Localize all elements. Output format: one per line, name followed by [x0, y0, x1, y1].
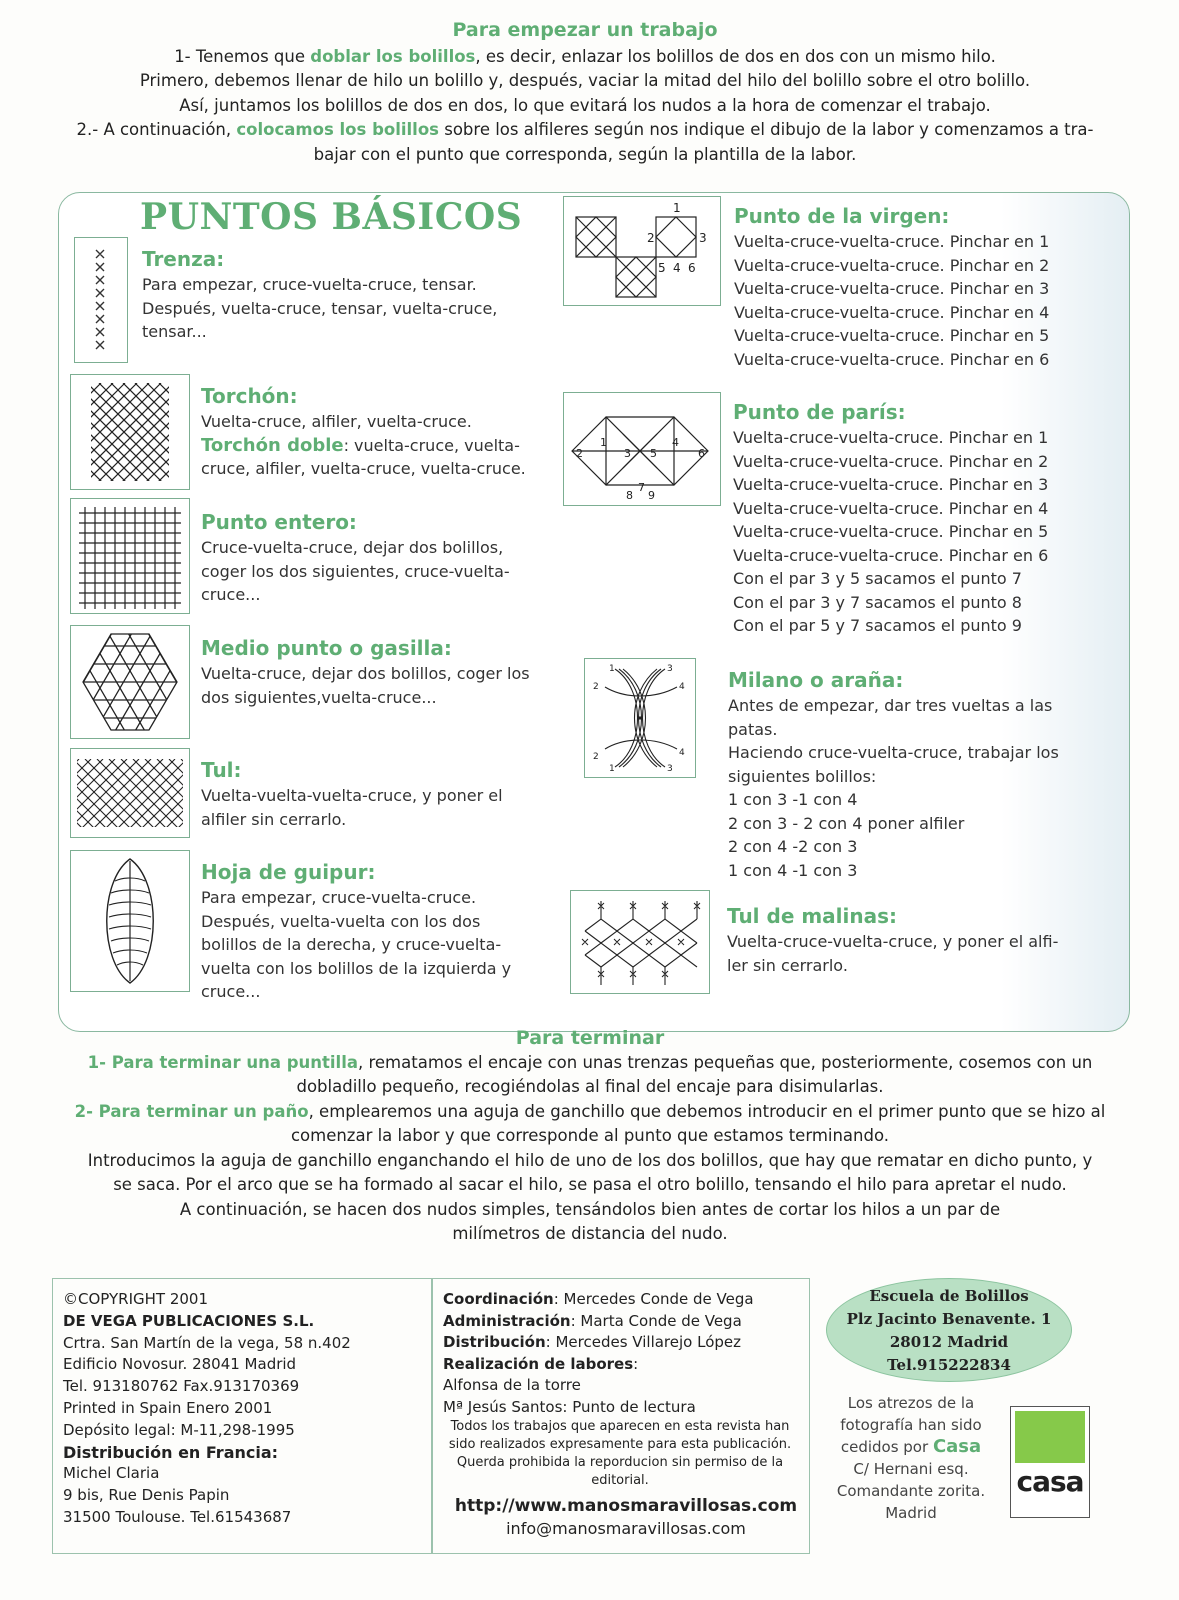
paris-block: [733, 398, 1078, 638]
intro-line-4a: 2.- A continuación,: [76, 120, 237, 139]
virgen-block: [734, 202, 1079, 371]
intro-line-1: [40, 45, 1130, 70]
malinas-text: Vuelta-cruce-vuelta-cruce, y poner el alfi-ler sin cerrarlo.: [727, 932, 1059, 975]
credits-left: [52, 1278, 432, 1554]
virgen-label-2: 2: [647, 231, 655, 245]
milano-line: Haciendo cruce-vuelta-cruce, trabajar los: [728, 743, 1059, 762]
trenza-block: [142, 245, 532, 344]
casa-brand: Casa: [932, 1436, 982, 1457]
tul-block: [201, 756, 536, 831]
milano-icon: [585, 659, 695, 777]
milano-line: 2 con 3 - 2 con 4 poner alfiler: [728, 813, 965, 833]
realization-2: Mª Jesús Santos: Punto de lectura: [443, 1397, 696, 1416]
casa-credit-text: cedidos por: [840, 1438, 933, 1456]
distribution-3: 31500 Toulouse. Tel.61543687: [63, 1507, 292, 1526]
milano-label-1b: 1: [609, 764, 615, 774]
paris-label-9: 9: [648, 489, 655, 502]
entero-diagram: [70, 498, 190, 614]
tul-diagram: [70, 748, 190, 838]
paris-line: Con el par 5 y 7 sacamos el punto 9: [733, 616, 1022, 635]
coordination-label: Coordinación: [443, 1290, 554, 1308]
trenza-diagram: [74, 237, 128, 363]
casa-credit-line: Los atrezos de la: [847, 1394, 975, 1412]
virgen-line: Vuelta-cruce-vuelta-cruce. Pinchar en 1: [734, 232, 1050, 251]
intro-line-4: [40, 118, 1130, 143]
ending-p2-heading: 2- Para terminar un paño: [74, 1101, 309, 1121]
paris-label-1: 1: [600, 436, 607, 449]
paris-label-7: 7: [638, 481, 645, 494]
publisher: DE VEGA PUBLICACIONES S.L.: [63, 1311, 315, 1330]
tul-icon: [71, 749, 189, 837]
hoja-icon: [71, 851, 189, 991]
ending-p3-line4: milímetros de distancia del nudo.: [452, 1224, 728, 1243]
ending-section: [40, 1026, 1140, 1247]
paris-line: Con el par 3 y 5 sacamos el punto 7: [733, 569, 1022, 588]
ending-p3-line1: Introducimos la aguja de ganchillo enganchando el hilo de uno de los dos bolillos, que hay que rematar en dicho punto, y: [87, 1150, 1093, 1170]
hoja-text: Para empezar, cruce-vuelta-cruce. Después, vuelta-vuelta con los dos bolillos de la derecha, y cruce-vuelta-vuelta con los bolillos de la izquierda y cruce...: [201, 888, 512, 1001]
rights-note: Todos los trabajos que aparecen en esta revista han sido realizados expresamente para esta publicación. Querda prohibida la reporducion sin permiso de la editorial.: [448, 1419, 792, 1488]
intro-section: [40, 18, 1130, 167]
school-badge: [826, 1278, 1072, 1382]
milano-line: 1 con 3 -1 con 4: [728, 790, 858, 809]
virgen-label-5: 5: [658, 261, 666, 275]
realization: [443, 1354, 809, 1376]
milano-label-3b: 3: [667, 764, 673, 774]
address-1: Crtra. San Martín de la vega, 58 n.402: [63, 1333, 351, 1352]
intro-line-1a: 1- Tenemos que: [174, 46, 311, 66]
paris-line: Vuelta-cruce-vuelta-cruce. Pinchar en 4: [733, 498, 1049, 518]
paris-title: Punto de parís:: [733, 400, 906, 424]
medio-diagram: [70, 625, 190, 739]
milano-line: 2 con 4 -2 con 3: [728, 837, 858, 856]
milano-block: [728, 666, 1073, 882]
milano-label-1: 1: [609, 664, 615, 674]
ending-p2-cont: comenzar la labor y que corresponde al punto que estamos terminando.: [290, 1126, 890, 1145]
trenza-text: Para empezar, cruce-vuelta-cruce, tensar. Después, vuelta-cruce, tensar, vuelta-cruce, tensar...: [142, 275, 498, 341]
casa-credit-line: Madrid: [885, 1504, 937, 1522]
ending-p2: [40, 1100, 1140, 1125]
legal-deposit: Depósito legal: M-11,298-1995: [63, 1420, 295, 1439]
torchon-diagram: [70, 374, 190, 490]
paris-label-2: 2: [576, 447, 583, 460]
casa-logo: [1010, 1406, 1090, 1518]
ending-p1-cont: dobladillo pequeño, recogiéndolas al final del encaje para disimularlas.: [296, 1077, 884, 1096]
entero-block: [201, 508, 536, 607]
realization-colon: :: [633, 1354, 639, 1373]
paris-label-4: 4: [672, 436, 679, 449]
coordination: [443, 1289, 809, 1311]
ending-p1: [40, 1051, 1140, 1076]
milano-line: 1 con 4 -1 con 3: [728, 860, 858, 880]
intro-highlight-1: doblar los bolillos: [310, 46, 476, 66]
school-phone: Tel.915222834: [887, 1356, 1011, 1374]
virgen-line: Vuelta-cruce-vuelta-cruce. Pinchar en 3: [734, 279, 1050, 298]
malinas-title: Tul de malinas:: [727, 904, 898, 928]
school-city: 28012 Madrid: [889, 1333, 1009, 1351]
administration: [443, 1311, 809, 1333]
trenza-title: Trenza:: [142, 247, 225, 271]
torchon-doble-text: : vuelta-cruce, vuelta-cruce, alfiler, vuelta-cruce, vuelta-cruce.: [201, 435, 526, 478]
realization-1: Alfonsa de la torre: [443, 1376, 581, 1394]
distribution-2: 9 bis, Rue Denis Papin: [63, 1486, 230, 1505]
torchon-text: Vuelta-cruce, alfiler, vuelta-cruce.: [201, 412, 472, 431]
ending-title: Para terminar: [515, 1027, 665, 1049]
torchon-title: Torchón:: [201, 384, 298, 408]
paris-label-3: 3: [624, 447, 631, 460]
credits-middle: [432, 1278, 810, 1554]
milano-label-3: 3: [667, 664, 673, 674]
medio-text: Vuelta-cruce, dejar dos bolillos, coger los dos siguientes,vuelta-cruce...: [201, 664, 530, 707]
paris-icon: [564, 393, 720, 505]
virgen-line: Vuelta-cruce-vuelta-cruce. Pinchar en 6: [734, 349, 1050, 369]
paris-label-5: 5: [650, 447, 657, 460]
milano-diagram: [584, 658, 696, 778]
intro-line-4c: sobre los alfileres según nos indique el dibujo de la labor y comenzamos a tra-: [439, 120, 1094, 139]
milano-line: siguientes bolillos:: [728, 766, 877, 786]
casa-credit-line: fotografía han sido: [840, 1416, 982, 1434]
school-address: Plz Jacinto Benavente. 1: [846, 1310, 1052, 1328]
medio-block: [201, 634, 536, 709]
casa-credit: [826, 1392, 996, 1524]
casa-credit-line: C/ Hernani esq.: [853, 1460, 969, 1478]
milano-line: patas.: [728, 719, 778, 739]
administration-label: Administración: [443, 1311, 571, 1330]
entero-text: Cruce-vuelta-cruce, dejar dos bolillos, coger los dos siguientes, cruce-vuelta-cruce...: [201, 538, 510, 604]
virgen-line: Vuelta-cruce-vuelta-cruce. Pinchar en 5: [734, 326, 1050, 345]
tul-title: Tul:: [201, 758, 242, 782]
printed: Printed in Spain Enero 2001: [63, 1398, 273, 1417]
intro-line-3: Así, juntamos los bolillos de dos en dos, lo que evitará los nudos a la hora de comenzar el trabajo.: [179, 95, 991, 115]
torchon-block: [201, 382, 546, 481]
virgen-diagram: [563, 196, 721, 306]
paris-line: Vuelta-cruce-vuelta-cruce. Pinchar en 3: [733, 475, 1049, 494]
intro-line-2: Primero, debemos llenar de hilo un bolillo y, después, vaciar la mitad del hilo del bolillo sobre el otro bolillo.: [139, 71, 1031, 90]
intro-line-5: bajar con el punto que corresponda, según la plantilla de la labor.: [313, 144, 857, 164]
malinas-icon: [571, 891, 709, 993]
hoja-title: Hoja de guipur:: [201, 860, 376, 884]
ending-p2-text: , emplearemos una aguja de ganchillo que debemos introducir en el primer punto que se hizo al: [308, 1101, 1106, 1121]
paris-line: Con el par 3 y 7 sacamos el punto 8: [733, 592, 1022, 612]
address-2: Edificio Novosur. 28041 Madrid: [63, 1355, 297, 1374]
medio-icon: [71, 626, 189, 738]
trenza-icon: [75, 238, 127, 362]
milano-title: Milano o araña:: [728, 668, 904, 692]
tul-text: Vuelta-vuelta-vuelta-cruce, y poner el alfiler sin cerrarlo.: [201, 786, 503, 829]
virgen-label-4: 4: [673, 261, 681, 275]
distribution-title: Distribución en Francia:: [63, 1442, 279, 1462]
medio-title: Medio punto o gasilla:: [201, 636, 452, 660]
distribution-1: Michel Claria: [63, 1464, 160, 1483]
phone: Tel. 913180762 Fax.913170369: [63, 1377, 300, 1396]
administration-value: : Marta Conde de Vega: [570, 1311, 742, 1330]
paris-line: Vuelta-cruce-vuelta-cruce. Pinchar en 2: [733, 451, 1049, 471]
ending-p3-line2: se saca. Por el arco que se ha formado al sacar el hilo, se pasa el otro bolillo, tensando el hilo para apretar el nudo.: [113, 1175, 1067, 1194]
milano-line: Antes de empezar, dar tres vueltas a las: [728, 696, 1053, 715]
malinas-block: [727, 902, 1072, 977]
paris-line: Vuelta-cruce-vuelta-cruce. Pinchar en 5: [733, 522, 1049, 541]
casa-credit-line: Comandante zorita.: [836, 1482, 986, 1500]
milano-label-4b: 4: [679, 748, 685, 758]
casa-logo-square: [1015, 1411, 1085, 1463]
virgen-label-3: 3: [699, 231, 707, 245]
school-name: Escuela de Bolillos: [869, 1287, 1029, 1305]
distribution: [443, 1332, 809, 1354]
panel-title: PUNTOS BÁSICOS: [140, 196, 523, 238]
entero-title: Punto entero:: [201, 510, 357, 534]
casa-credit-line: [826, 1436, 996, 1458]
hoja-diagram: [70, 850, 190, 992]
ending-p3-line3: A continuación, se hacen dos nudos simples, tensándolos bien antes de cortar los hilos a un par de: [179, 1199, 1001, 1219]
virgen-title: Punto de la virgen:: [734, 204, 950, 228]
paris-label-6: 6: [698, 447, 705, 460]
intro-title: Para empezar un trabajo: [452, 19, 718, 41]
torchon-doble-title: Torchón doble: [201, 434, 344, 456]
paris-line: Vuelta-cruce-vuelta-cruce. Pinchar en 1: [733, 428, 1049, 447]
virgen-label-1: 1: [673, 201, 681, 215]
email-link[interactable]: info@manosmaravillosas.com: [506, 1518, 746, 1538]
ending-p1-heading: 1- Para terminar una puntilla: [87, 1052, 358, 1072]
milano-label-2: 2: [593, 682, 599, 692]
realization-label: Realización de labores: [443, 1354, 634, 1373]
intro-highlight-2: colocamos los bolillos: [236, 120, 439, 139]
copyright: ©COPYRIGHT 2001: [63, 1290, 209, 1308]
entero-icon: [71, 499, 189, 613]
ending-p1-text: , rematamos el encaje con unas trenzas pequeñas que, posteriormente, cosemos con un: [358, 1052, 1093, 1072]
milano-label-2b: 2: [593, 752, 599, 762]
paris-label-8: 8: [626, 489, 633, 502]
malinas-diagram: [570, 890, 710, 994]
distribution-value: : Mercedes Villarejo López: [545, 1333, 742, 1351]
coordination-value: : Mercedes Conde de Vega: [553, 1290, 754, 1308]
paris-diagram: [563, 392, 721, 506]
distribution-label: Distribución: [443, 1333, 546, 1351]
virgen-line: Vuelta-cruce-vuelta-cruce. Pinchar en 4: [734, 302, 1050, 322]
milano-label-4: 4: [679, 682, 685, 692]
paris-line: Vuelta-cruce-vuelta-cruce. Pinchar en 6: [733, 545, 1049, 565]
virgen-label-6: 6: [688, 261, 696, 275]
virgen-line: Vuelta-cruce-vuelta-cruce. Pinchar en 2: [734, 255, 1050, 275]
torchon-icon: [71, 375, 189, 489]
hoja-block: [201, 858, 541, 1004]
virgen-icon: [564, 197, 720, 305]
intro-line-1c: , es decir, enlazar los bolillos de dos en dos con un mismo hilo.: [475, 46, 996, 66]
website-link[interactable]: http://www.manosmaravillosas.com: [454, 1496, 798, 1516]
casa-logo-word: casa: [1016, 1465, 1084, 1498]
